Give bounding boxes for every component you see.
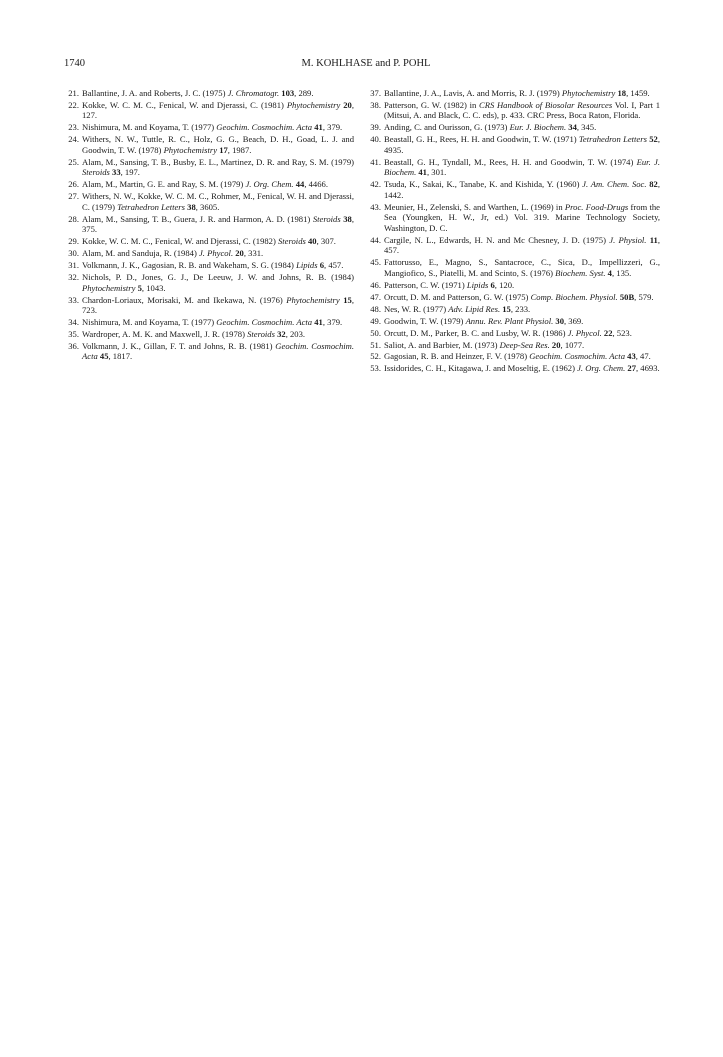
reference-item	[64, 317, 354, 328]
reference-text: Nichols, P. D., Jones, G. J., De Leeuw, J. W. and Johns, R. B. (1984)	[82, 272, 354, 283]
volume-number: 41	[314, 317, 323, 328]
reference-item	[64, 214, 354, 235]
volume-number: 43	[627, 351, 636, 362]
reference-text: , 523.	[612, 327, 632, 338]
journal-title: Steroids	[82, 167, 110, 178]
reference-item	[366, 179, 660, 200]
reference-text: Nishimura, M. and Koyama, T. (1977)	[82, 122, 217, 133]
reference-column-left	[64, 88, 354, 363]
reference-item	[366, 363, 660, 374]
reference-number: 51.	[370, 339, 381, 350]
journal-title: Annu. Rev. Plant Physiol.	[465, 315, 554, 326]
reference-number: 32.	[68, 272, 79, 283]
reference-item	[366, 88, 660, 99]
reference-text: Chardon-Loriaux, Morisaki, M. and Ikekawa, N. (1976)	[82, 294, 287, 305]
reference-text: , 4466.	[304, 179, 328, 190]
reference-number: 42.	[370, 179, 381, 190]
reference-number: 52.	[370, 351, 381, 362]
reference-number: 29.	[68, 236, 79, 247]
reference-text: , 127.	[82, 99, 354, 121]
reference-text: Vol. I, Part 1 (Mitsui, A. and Black, C. C. eds), p. 433. CRC Press, Boca Raton, Florida.	[384, 99, 661, 121]
reference-item	[64, 272, 354, 293]
reference-text: , 120.	[494, 279, 515, 290]
reference-text: , 1459.	[626, 88, 650, 98]
reference-text: Ballantine, J. A. and Roberts, J. C. (1975)	[82, 88, 228, 98]
reference-item	[366, 328, 660, 339]
reference-item	[64, 179, 354, 190]
reference-item	[366, 280, 660, 291]
reference-number: 44.	[370, 234, 381, 245]
volume-number: 34	[568, 122, 577, 133]
reference-text: Ballantine, J. A., Lavis, A. and Morris, R. J. (1979)	[384, 88, 562, 98]
reference-column-right	[366, 88, 660, 375]
reference-text: , 307.	[316, 236, 336, 247]
reference-number: 41.	[370, 156, 381, 167]
volume-number: 30	[555, 315, 564, 326]
volume-number: 41	[418, 167, 427, 178]
journal-title: Phytochemistry	[286, 294, 340, 305]
page-number: 1740	[64, 58, 85, 69]
reference-number: 46.	[370, 279, 381, 290]
reference-text: Kokke, W. C. M. C., Fenical, W. and Djerassi, C. (1981)	[82, 99, 287, 110]
reference-text: , 723.	[82, 294, 354, 316]
reference-text: , 457.	[384, 234, 660, 256]
journal-title: Geochim. Cosmochim. Acta	[82, 340, 354, 362]
journal-title: Steroids	[312, 213, 341, 224]
reference-number: 39.	[370, 122, 381, 133]
page-header	[64, 58, 668, 72]
journal-title: J. Physiol.	[609, 234, 647, 245]
reference-text: Patterson, C. W. (1971)	[384, 279, 467, 290]
reference-number: 38.	[370, 99, 381, 110]
journal-title: Adv. Lipid Res.	[448, 303, 501, 314]
volume-number: 15	[502, 303, 511, 314]
reference-item	[366, 202, 660, 234]
volume-number: 27	[627, 363, 636, 374]
volume-number: 38	[187, 201, 196, 212]
reference-item	[64, 134, 354, 155]
journal-title: CRS Handbook of Biosolar Resources	[478, 99, 613, 110]
reference-number: 50.	[370, 327, 381, 338]
reference-text: , 4693.	[636, 363, 660, 374]
reference-text: , 369.	[563, 315, 584, 326]
volume-number: 5	[137, 282, 142, 293]
reference-item	[64, 100, 354, 121]
journal-title: J. Phycol.	[198, 248, 234, 259]
reference-text: , 4935.	[384, 134, 660, 155]
reference-number: 43.	[370, 201, 381, 212]
reference-text: Meunier, H., Zelenski, S. and Warthen, L. (1969) in	[384, 201, 565, 212]
journal-title: Steroids	[277, 236, 306, 247]
journal-title: J. Am. Chem. Soc.	[582, 179, 647, 190]
reference-text: Alam, M., Martin, G. E. and Ray, S. M. (1979)	[82, 179, 246, 190]
reference-number: 21.	[68, 88, 79, 98]
reference-number: 25.	[68, 156, 79, 167]
reference-item	[64, 341, 354, 362]
reference-text: Fattorusso, E., Magno, S., Santacroce, C., Sica, D., Impellizzeri, G., Mangiofico, S., Piatelli, M. and Scinto, S. (1976)	[384, 257, 660, 278]
reference-text: , 1817.	[108, 351, 133, 362]
volume-number: 45	[99, 351, 109, 362]
volume-number: 18	[617, 88, 627, 98]
reference-item	[64, 122, 354, 133]
reference-text: , 289.	[294, 88, 314, 98]
reference-item	[366, 100, 660, 121]
volume-number: 82	[649, 179, 658, 190]
reference-number: 23.	[68, 122, 79, 133]
journal-title: Comp. Biochem. Physiol.	[530, 291, 618, 302]
volume-number: 6	[319, 260, 325, 271]
journal-title: Geochim. Cosmochim. Acta	[216, 317, 313, 328]
running-head: M. KOHLHASE and P. POHL	[301, 58, 431, 69]
reference-item	[366, 292, 660, 303]
reference-item	[64, 157, 354, 178]
volume-number: 6	[490, 279, 495, 290]
reference-item	[366, 235, 660, 256]
reference-text: Wardroper, A. M. K. and Maxwell, J. R. (1978)	[82, 328, 248, 339]
volume-number: 40	[308, 236, 317, 247]
volume-number: 17	[219, 144, 228, 155]
reference-item	[366, 157, 660, 178]
journal-title: Geochim. Cosmochim. Acta	[216, 122, 313, 133]
journal-title: Phytochemistry	[561, 88, 616, 98]
reference-number: 49.	[370, 315, 381, 326]
reference-text: , 379.	[322, 122, 343, 133]
reference-text: , 375.	[82, 213, 354, 235]
reference-text: , 233.	[510, 303, 531, 314]
journal-title: Lipids	[466, 279, 489, 290]
reference-text: , 331.	[243, 248, 264, 259]
reference-number: 35.	[68, 328, 79, 339]
reference-item	[64, 191, 354, 212]
reference-text: Volkmann, J. K., Gillan, F. T. and Johns, R. B. (1981)	[82, 340, 276, 351]
volume-number: 32	[277, 328, 286, 339]
reference-item	[366, 122, 660, 133]
reference-item	[366, 257, 660, 278]
volume-number: 11	[649, 234, 658, 245]
reference-text: , 457.	[324, 260, 344, 271]
reference-item	[366, 351, 660, 362]
reference-text: Beastall, G. H., Tyndall, M., Rees, H. H. and Goodwin, T. W. (1974)	[384, 156, 637, 167]
reference-text: from the Sea (Youngken, H. W., Jr, ed.) Vol. 319. Marine Technology Society, Washington, D. C.	[384, 201, 660, 233]
volume-number: 103	[281, 88, 295, 98]
reference-item	[366, 304, 660, 315]
reference-text: Kokke, W. C. M. C., Fenical, W. and Djerassi, C. (1982)	[82, 236, 278, 247]
reference-text: Withers, N. W., Tuttle, R. C., Holz, G. G., Beach, D. H., Goad, L. J. and Goodwin, T. W. (1978)	[82, 134, 354, 155]
journal-title: Phytochemistry	[286, 99, 341, 110]
journal-title: J. Chromatogr.	[227, 88, 280, 98]
reference-text: , 345.	[576, 122, 597, 133]
reference-number: 34.	[68, 317, 79, 328]
volume-number: 52	[649, 134, 658, 145]
reference-number: 36.	[68, 340, 79, 351]
reference-item	[64, 295, 354, 316]
reference-text: Alam, M., Sansing, T. B., Busby, E. L., Martinez, D. R. and Ray, S. M. (1979)	[82, 156, 354, 167]
reference-text: Volkmann, J. K., Gagosian, R. B. and Wakeham, S. G. (1984)	[82, 260, 297, 271]
journal-title: J. Phycol.	[567, 327, 602, 338]
volume-number: 15	[343, 294, 352, 305]
journal-title: Biochem. Syst.	[555, 267, 606, 278]
reference-number: 26.	[68, 179, 79, 190]
journal-title: Phytochemistry	[82, 282, 136, 293]
reference-item	[366, 340, 660, 351]
reference-item	[64, 236, 354, 247]
reference-item	[64, 88, 354, 99]
volume-number: 22	[603, 327, 613, 338]
reference-number: 45.	[370, 257, 381, 268]
reference-item	[64, 329, 354, 340]
volume-number: 4	[607, 267, 612, 278]
reference-text: Tsuda, K., Sakai, K., Tanabe, K. and Kishida, Y. (1960)	[384, 179, 583, 190]
reference-text: , 1077.	[560, 339, 585, 350]
reference-number: 33.	[68, 294, 79, 305]
reference-text: Nishimura, M. and Koyama, T. (1977)	[82, 317, 217, 328]
reference-text: Withers, N. W., Kokke, W. C. M. C., Rohmer, M., Fenical, W. H. and Djerassi, C. (1979)	[82, 191, 354, 212]
reference-text: , 135.	[611, 267, 632, 278]
reference-number: 27.	[68, 191, 79, 202]
journal-title: Steroids	[247, 328, 275, 339]
journal-title: Geochim. Cosmochim. Acta	[529, 351, 625, 362]
reference-item	[64, 260, 354, 271]
reference-text: Orcutt, D. M. and Patterson, G. W. (1975)	[384, 291, 531, 302]
reference-number: 24.	[68, 134, 79, 145]
volume-number: 41	[314, 122, 323, 133]
reference-text: , 301.	[426, 167, 447, 178]
journal-title: Deep-Sea Res.	[499, 339, 550, 350]
reference-text: , 203.	[285, 328, 306, 339]
reference-number: 30.	[68, 248, 79, 259]
reference-text: Cargile, N. L., Edwards, H. N. and Mc Chesney, J. D. (1975)	[384, 234, 610, 245]
reference-text: Orcutt, D. M., Parker, B. C. and Lusby, W. R. (1986)	[384, 327, 568, 338]
reference-number: 53.	[370, 363, 381, 374]
reference-text: Issidorides, C. H., Kitagawa, J. and Moseltig, E. (1962)	[384, 363, 578, 374]
reference-number: 22.	[68, 99, 79, 110]
reference-number: 37.	[370, 88, 381, 98]
reference-number: 48.	[370, 303, 381, 314]
journal-title: Eur. J. Biochem.	[509, 122, 567, 133]
journal-title: J. Org. Chem.	[577, 363, 626, 374]
reference-item	[64, 248, 354, 259]
reference-number: 28.	[68, 213, 79, 224]
reference-text: , 579.	[634, 291, 654, 302]
volume-number: 20	[551, 339, 561, 350]
journal-title: Lipids	[296, 260, 318, 271]
reference-text: Alam, M. and Sanduja, R. (1984)	[82, 248, 199, 259]
reference-text: , 1043.	[141, 282, 166, 293]
reference-text: Anding, C. and Ourisson, G. (1973)	[384, 122, 510, 133]
reference-number: 31.	[68, 260, 79, 271]
reference-text: , 47.	[635, 351, 651, 362]
reference-text: , 197.	[120, 167, 140, 178]
journal-title: Proc. Food-Drugs	[564, 201, 629, 212]
reference-text: Gagosian, R. B. and Heinzer, F. V. (1978)	[384, 351, 530, 362]
reference-number: 40.	[370, 134, 381, 145]
reference-text: , 3605.	[195, 201, 220, 212]
reference-text: Beastall, G. H., Rees, H. H. and Goodwin, T. W. (1971)	[384, 134, 579, 145]
journal-title: Phytochemistry	[163, 144, 218, 155]
journal-title: Eur. J. Biochem.	[384, 156, 660, 178]
volume-number: 33	[112, 167, 121, 178]
journal-title: J. Org. Chem.	[245, 179, 294, 190]
reference-item	[366, 316, 660, 327]
journal-title: Tetrahedron Letters	[578, 134, 647, 145]
reference-item	[366, 134, 660, 155]
volume-number: 44	[295, 179, 305, 190]
reference-text: Goodwin, T. W. (1979)	[384, 315, 466, 326]
reference-text: Patterson, G. W. (1982) in	[384, 99, 479, 110]
reference-text: , 1987.	[227, 144, 252, 155]
volume-number: 38	[343, 213, 352, 224]
journal-title: Tetrahedron Letters	[117, 201, 185, 212]
reference-text: , 1442.	[384, 179, 660, 200]
reference-number: 47.	[370, 291, 381, 302]
volume-number: 20	[343, 99, 352, 110]
volume-number: 50B	[619, 291, 635, 302]
reference-text: Nes, W. R. (1977)	[384, 303, 449, 314]
reference-text: , 379.	[322, 317, 343, 328]
reference-text: Saliot, A. and Barbier, M. (1973)	[384, 339, 500, 350]
volume-number: 20	[235, 248, 244, 259]
reference-text: Alam, M., Sansing, T. B., Guera, J. R. and Harmon, A. D. (1981)	[82, 213, 313, 224]
